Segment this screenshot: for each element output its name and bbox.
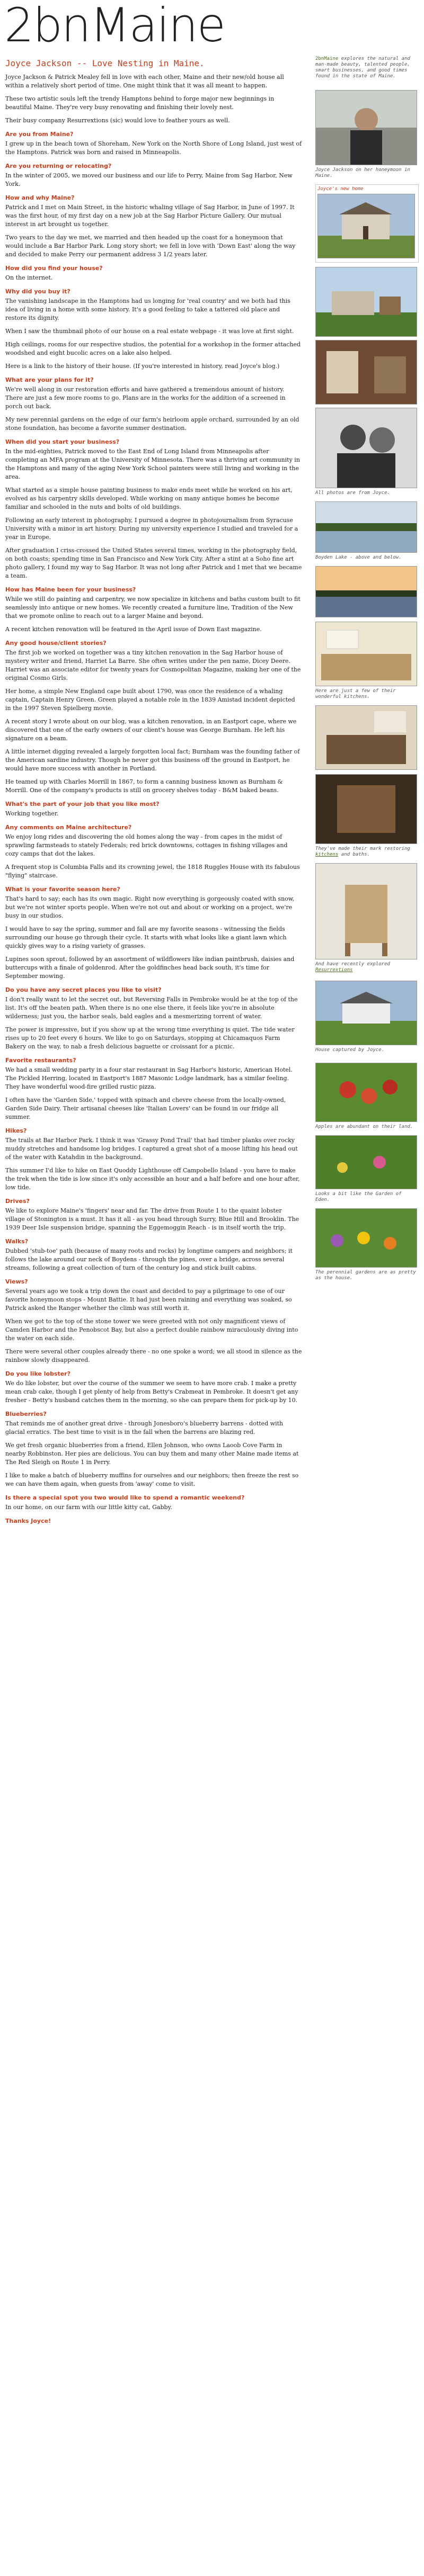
article-intro — [5, 73, 302, 125]
question-heading: Drives? — [5, 1198, 30, 1205]
answer-paragraph: We get fresh organic blueberries from a friend, Ellen Johnson, who owns Laoob Cove Farm in nearby Robbinston. Her pies are delicious. You can buy them and many other Maine made items at The Red Sleigh on Route 1 in Perry. — [5, 1442, 299, 1466]
answer-paragraph: On the internet. — [5, 274, 53, 281]
resurrextions-link[interactable]: Resurrextions — [315, 967, 353, 973]
site-title[interactable]: 2bnMaine — [4, 0, 225, 52]
boyden-lake-photo-1 — [315, 501, 417, 553]
answer-paragraph: We had a small wedding party in a four star restaurant in Sag Harbor's historic, American Hotel. The Pickled Herring, located in Eastport's 1887 Masonic Lodge landmark, has a similar feeling. They have wonderful wood-fire grilled rustic pizza. — [5, 1066, 293, 1090]
question-heading: Are you returning or relocating? — [5, 163, 112, 169]
answer-paragraph: What started as a simple house painting business to make ends meet while he worked on his art, evolved as his carpentry skills developed. While working on many antique homes he become familiar and schooled in the nuts and bolts of old buildings. — [5, 487, 293, 510]
answer-paragraph: Two years to the day we met, we married and then headed up the coast for a honeymoon that would include a Bar Harbor Park. Long story short; we fell in love with 'Down East' along the way and decided to make Perry our permanent address 3 1/2 years later. — [5, 234, 296, 258]
intro-block — [315, 56, 416, 88]
answer-paragraph: The vanishing landscape in the Hamptons had us longing for 'real country' and we both had this idea of living in a home with some history. It's a good feeling to take a tattered old place and restore its dignity. — [5, 298, 290, 321]
answer-paragraph: In our home, on our farm with our little kitty cat, Gabby. — [5, 1504, 172, 1511]
answer-paragraph: That reminds me of another great drive - through Jonesboro's blueberry barrens - dotted with glacial erratics. The best time to visit is in the fall when the barrens are blazing red. — [5, 1420, 284, 1435]
answer-paragraph: A little internet digging revealed a largely forgotten local fact; Burnham was the founding father of the American sardine industry. Though he never got this business off the ground in Eastport, he would have more success with another in Portland. — [5, 748, 300, 772]
perennial-photo — [315, 1208, 417, 1268]
answer-paragraph: While we still do painting and carpentry, we now specialize in kitchens and baths custom built to fit seamlessly into antique or new homes. We recently created a furniture line, Tradition of the New that we promote online to reach out to a larger Maine and beyond. — [5, 596, 301, 620]
kitchens-link[interactable]: kitchens — [315, 852, 339, 857]
answer-paragraph: He teamed up with Charles Morrill in 1867, to form a canning business known as Burnham & Morrill. One of the company's products is still on grocery shelves today - B&M baked beans. — [5, 778, 283, 794]
question-heading: Views? — [5, 1278, 28, 1285]
intro-paragraph: Their busy company Resurrextions (sic) would love to feather yours as well. — [5, 117, 230, 124]
answer-paragraph: When we got to the top of the stone tower we were greeted with not only magnificent views of Camden Harbor and the Penobscot Bay, but also a perfect double rainbow miraculously diving into the water on each side. — [5, 1318, 298, 1342]
interview — [5, 130, 302, 1512]
closing-line: Thanks Joyce! — [5, 1518, 51, 1524]
apples-caption: Apples are abundant on their land. — [315, 1124, 413, 1129]
answer-paragraph: High ceilings, rooms for our respective studios, the potential for a workshop in the former attached woodshed and eight bucolic acres on a lake also helped. — [5, 341, 301, 356]
answer-paragraph: A frequent stop is Columbia Falls and its crowning jewel, the 1818 Ruggles House with its fabulous "flying" staircase. — [5, 864, 300, 879]
question-heading: Do you like lobster? — [5, 1370, 71, 1377]
answer-paragraph: I often have the 'Garden Side,' topped with spinach and chevre cheese from the locally-owned, Garden Side Dairy. Their artisanal cheeses like 'Italian Lovers' can be found in our fridge all summer. — [5, 1097, 286, 1120]
question-heading: Favorite restaurants? — [5, 1057, 76, 1064]
answer-paragraph: That's hard to say; each has its own magic. Right now everything is gorgeously coated with snow, but we're not winter sports people. When we're not out and about or working on a project, we're busy in our studios. — [5, 895, 295, 919]
house-photo — [315, 981, 417, 1045]
question-heading: What's the part of your job that you like most? — [5, 801, 160, 807]
answer-paragraph: The trails at Bar Harbor Park. I think it was 'Grassy Pond Trail' that had timber planks over rocky muddy stretches and handsome log bridges. I captured a great shot of a moose lifting his head out of the water with Katahdin in the background. — [5, 1137, 298, 1161]
intro-paragraph: These two artistic souls left the trendy Hamptons behind to forge major new beginnings in beautiful Maine. They're very busy renovating and finishing their lovely nest. — [5, 95, 275, 111]
intro-text: explores the natural and man-made beauty, talented people, smart businesses, and good times found in the state of Maine. — [315, 56, 410, 79]
answer-paragraph: I would have to say the spring, summer and fall are my favorite seasons - witnessing the fields surrounding our house go through their cycle. It starts with what looks like a giant lawn which quickly gives way to a rising variety of grasses. — [5, 926, 287, 949]
answer-paragraph: A recent story I wrote about on our blog, was a kitchen renovation, in an Eastport cape, where we discovered that one of the early owners of our client's house was George Burnham. He left his signature on a beam. — [5, 718, 297, 742]
question-heading: Walks? — [5, 1238, 29, 1245]
masthead — [0, 0, 424, 50]
answer-paragraph: The first job we worked on together was a tiny kitchen renovation in the Sag Harbor house of mystery writer and friend, Harriet La Barre. She often writes under the pen name, Dicey Deere. Harriet was an associate editor for twenty years for Cosmopolitan Magazine, making her one of the original Cosmo Girls. — [5, 649, 301, 681]
blog-caption: And have recently explored Resurrextions — [315, 962, 390, 973]
kitchen-photo-2 — [315, 705, 417, 770]
answer-paragraph: When I saw the thumbnail photo of our house on a real estate webpage - it was love at first sight. — [5, 328, 294, 335]
answer-paragraph: Following an early interest in photography, I pursued a degree in photojournalism from Syracuse University with a minor in art history. During my university experience I studied and traveled for a year in Europe. — [5, 517, 298, 541]
answer-paragraph: I like to make a batch of blueberry muffins for ourselves and our neighbors; then freeze the rest so we can have them again, when guests from 'away' come to visit. — [5, 1472, 299, 1487]
answer-paragraph: We enjoy long rides and discovering the old homes along the way - from capes in the midst of sprawling farmsteads to stately Federals; red brick downtowns, cottages in fishing villages and cozy camps that dot the lakes. — [5, 833, 288, 857]
garden-caption: Looks a bit like the Garden of Eden. — [315, 1191, 402, 1202]
answer-paragraph: There were several other couples already there - no one spoke a word; we all stood in silence as the rainbow slowly disappeared. — [5, 1348, 302, 1363]
kitchens-caption: Here are just a few of their wonderful kitchens. — [315, 688, 396, 699]
answer-paragraph: Here is a link to the history of their house. (If you're interested in history, read Joyce's blog.) — [5, 363, 280, 370]
answer-paragraph: We're well along in our restoration efforts and have gathered a tremendous amount of history. There are just a few more rooms to go. Plans are in the works for the addition of a screened in porch out back. — [5, 386, 286, 410]
question-heading: Why did you buy it? — [5, 288, 70, 295]
question-heading: Is there a special spot you two would like to spend a romantic weekend? — [5, 1494, 245, 1501]
home-photo-box — [315, 184, 419, 263]
answer-paragraph: The power is impressive, but if you show up at the wrong time everything is quiet. The tide water rises up to 20 feet every 6 hours. We like to go on Saturdays, stopping at Chicamaquos Farm Bakery on the way, to nab a fresh delicious baguette or croissant for a picnic. — [5, 1026, 295, 1050]
boyden-lake-photo-2 — [315, 566, 417, 617]
question-heading: Are you from Maine? — [5, 131, 74, 138]
answer-paragraph: A recent kitchen renovation will be featured in the April issue of Down East magazine. — [5, 626, 262, 633]
sidebar — [315, 56, 419, 1287]
answer-paragraph: Dubbed 'stub-toe' path (because of many roots and rocks) by longtime campers and neighbors; it follows the lake around our neck of Boydens - through the pines, over a bridge, across several streams, following a great collection of turn of the century log and stick built cabins. — [5, 1247, 293, 1271]
answer-paragraph: We like to explore Maine's 'fingers' near and far. The drive from Route 1 to the quaint lobster village of Stonington is a must. It has it all - as you head through Surry, Blue Hill and Brooklin. The 1939 Deer Isle suspension bridge, spanning the Eggemoggin Reach - is in itself worth the trip. — [5, 1207, 299, 1231]
article-heading: Joyce Jackson -- Love Nesting in Maine. — [5, 58, 205, 68]
answer-paragraph: After graduation I criss-crossed the United States several times, working in the photography field, on both coasts; spending time in San Francisco and New York City. After a stint at a Soho fine art photo gallery, I found my way to Sag Harbor. It was not long after Patrick and I met that we became a team. — [5, 547, 302, 579]
answer-paragraph: We do like lobster, but over the course of the summer we seem to have more crab. I make a pretty mean crab cake, though I get plenty of help from Betty's Crabmeat in Pembroke. It doesn't get any fresher - Betty's husband catches them in the morning, so she can prepare them for pick-up by 10. — [5, 1380, 298, 1404]
house-caption: House captured by Joyce. — [315, 1047, 385, 1053]
question-heading: Any comments on Maine architecture? — [5, 824, 132, 831]
barn-photo — [315, 267, 417, 337]
question-heading: What is your favorite season here? — [5, 886, 120, 893]
kitchen-photo-1 — [315, 622, 417, 686]
question-heading: Do you have any secret places you like to visit? — [5, 986, 162, 993]
question-heading: Any good house/client stories? — [5, 640, 107, 647]
home-photo — [317, 194, 415, 258]
question-heading: How has Maine been for your business? — [5, 586, 136, 593]
intro-paragraph: Joyce Jackson & Patrick Mealey fell in love with each other, Maine and their new/old house all within a relatively short period of time. One might think that it was all meant to happen. — [5, 74, 284, 89]
home-label: Joyce's new home — [317, 186, 364, 192]
question-heading: Blueberries? — [5, 1411, 47, 1417]
question-heading: How and why Maine? — [5, 194, 75, 201]
portrait-caption: Joyce Jackson on her honeymoon in Maine. — [315, 167, 410, 178]
question-heading: What are your plans for it? — [5, 376, 94, 383]
answer-paragraph: This summer I'd like to hike on East Quoddy Lighthouse off Campobello Island - you have to make the trek when the tide is low since it's only accessible an hour and a half before and one hour after, low tide. — [5, 1167, 300, 1191]
woodwork-caption: They've made their mark restoring kitchens and baths. — [315, 846, 410, 857]
answer-paragraph: I don't really want to let the secret out, but Reversing Falls in Pembroke would be at the top of the list. It's off the beaten path. When there is no one else there, it feels like you're in absolute wilderness; just you, the harbor seals, bald eagles and a mesmerizing torrent of water. — [5, 996, 298, 1020]
garden-photo — [315, 1135, 417, 1189]
apples-photo — [315, 1063, 417, 1122]
question-heading: How did you find your house? — [5, 265, 103, 272]
answer-paragraph: In the mid-eighties, Patrick moved to the East End of Long Island from Minneapolis after completing an MFA program at the University of Minnesota. There was a thriving art community in the Hamptons and many of the aging New York School painters were still living and working in the area. — [5, 448, 300, 480]
answer-paragraph: Working together. — [5, 810, 59, 817]
answer-paragraph: In the winter of 2005, we moved our business and our life to Perry, Maine from Sag Harbor, New York. — [5, 172, 293, 187]
answer-paragraph: My new perennial gardens on the edge of our farm's heirloom apple orchard, surrounded by an old stone foundation, has become a favorite summer destination. — [5, 416, 299, 432]
boyden-caption: Boyden Lake - above and below. — [315, 555, 402, 560]
answer-paragraph: I grew up in the beach town of Shoreham, New York on the North Shore of Long Island, just west of the Hamptons. Patrick was born and raised in Minneapolis. — [5, 140, 302, 156]
interior-photo — [315, 340, 417, 405]
question-heading: Hikes? — [5, 1127, 27, 1134]
brand-mention[interactable]: 2bnMaine — [315, 56, 339, 61]
couple-photo — [315, 408, 417, 488]
answer-paragraph: Several years ago we took a trip down the coast and decided to pay a pilgrimage to one of our favorite honeymoon stops - Mount Battie. It had just been raining and everything was soaked, so Patrick asked the Ranger whether the climb was still worth it. — [5, 1288, 292, 1312]
answer-paragraph: Patrick and I met on Main Street, in the historic whaling village of Sag Harbor, in June of 1997. It was the first hour, of my first day on a new job at the Sag Harbor Picture Gallery. Our mutual interest in art brought us together. — [5, 204, 295, 228]
portrait-photo — [315, 90, 417, 165]
woodwork-photo — [315, 774, 417, 844]
article — [5, 54, 302, 1527]
perennial-caption: The perennial gardens are as pretty as the house. — [315, 1270, 416, 1281]
answer-paragraph: Lupines soon sprout, followed by an assortment of wildflowers like indian paintbrush, daisies and buttercups with a finale of goldenrod. After the goldfinches head back south, it's time for September mowing. — [5, 956, 295, 980]
question-heading: When did you start your business? — [5, 438, 120, 445]
furniture-photo — [315, 863, 417, 959]
photos-caption: All photos are from Joyce. — [315, 490, 390, 496]
answer-paragraph: Her home, a simple New England cape built about 1790, was once the residence of a whaling captain, Captain Henry Green. Green played a notable role in the 1839 Amistad incident depicted in the 1997 Steven Spielberg movie. — [5, 688, 295, 712]
